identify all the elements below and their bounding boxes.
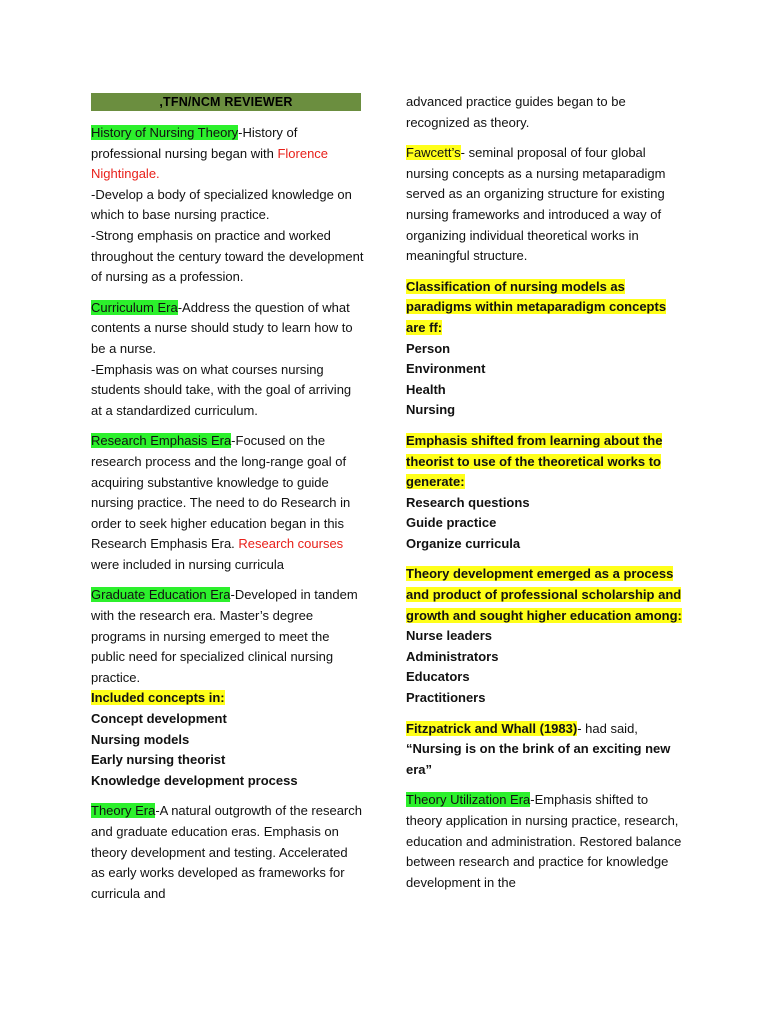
- among-item: Administrators: [406, 648, 499, 664]
- history-line-3: -Strong emphasis on practice and worked throughout the century toward the development of nursing as a profession.: [91, 227, 364, 285]
- fawcett-text: - seminal proposal of four global nursing concepts as a nursing metaparadigm served as an organizing structure for existing nursing frameworks and introduced a way of organizing individual theoretical works in meaningful structure.: [406, 145, 666, 264]
- research-section: [91, 431, 364, 575]
- right-column: [406, 92, 682, 903]
- fitzpatrick-heading: Fitzpatrick and Whall (1983): [406, 720, 578, 736]
- research-heading: Research Emphasis Era: [91, 433, 232, 449]
- history-text: -History of professional nursing began with: [91, 125, 298, 161]
- graduate-section: [91, 585, 364, 791]
- utilization-heading: Theory Utilization Era: [406, 792, 531, 808]
- history-section: [91, 123, 364, 288]
- paradigm-item: Person: [406, 340, 451, 356]
- history-heading: History of Nursing Theory: [91, 125, 239, 140]
- among-item: Educators: [406, 669, 470, 685]
- curriculum-line-2: -Emphasis was on what courses nursing students should take, with the goal of arriving at a standardized curriculum.: [91, 361, 352, 418]
- theory-section: [91, 801, 364, 904]
- emphasis-section: [406, 431, 682, 555]
- research-text: -Focused on the research process and the long-range goal of acquiring substantive knowledge to guide nursing practice. The need to do Research in order to seek higher education began in this Research Emphasis Era.: [91, 433, 351, 552]
- classification-heading: Classification of nursing models as paradigms within metaparadigm concepts are ff:: [406, 278, 667, 335]
- utilization-section: [406, 790, 682, 893]
- research-text-2: were included in nursing curricula: [91, 556, 284, 572]
- research-courses: Research courses: [238, 536, 344, 552]
- curriculum-heading: Curriculum Era: [91, 299, 178, 315]
- concept-item: Knowledge development process: [91, 772, 298, 788]
- classification-section: [406, 277, 682, 421]
- emphasis-heading: Emphasis shifted from learning about the theorist to use of the theoretical works to generate:: [406, 432, 663, 490]
- development-section: [406, 564, 682, 708]
- among-item: Nurse leaders: [406, 628, 492, 644]
- generate-item: Organize curricula: [406, 535, 521, 551]
- concept-item: Concept development: [91, 711, 227, 727]
- included-concepts-heading: Included concepts in:: [91, 690, 225, 706]
- fitzpatrick-text: - had said,: [577, 720, 638, 736]
- theory-text: -A natural outgrowth of the research and graduate education eras. Emphasis on theory development and testing. Accelerated as early works developed as frameworks for curricula and: [91, 803, 362, 901]
- graduate-text: -Developed in tandem with the research era. Master’s degree programs in nursing emerged to meet the public need for specialized clinical nursing practice.: [91, 587, 358, 685]
- page-title: ,TFN/NCM REVIEWER: [91, 93, 361, 111]
- continued-text: advanced practice guides began to be recognized as theory.: [406, 94, 626, 130]
- fawcett-heading: Fawcett’s: [406, 145, 461, 161]
- fitzpatrick-section: [406, 719, 682, 781]
- paradigm-item: Environment: [406, 361, 486, 377]
- concept-item: Nursing models: [91, 731, 190, 747]
- florence-nightingale: Florence Nightingale.: [91, 145, 329, 182]
- left-column: [91, 123, 364, 914]
- paradigm-item: Nursing: [406, 402, 456, 418]
- generate-item: Guide practice: [406, 515, 497, 531]
- fitzpatrick-quote: “Nursing is on the brink of an exciting new era”: [406, 741, 671, 777]
- utilization-text: -Emphasis shifted to theory application in nursing practice, research, education and administration. Restored balance between research and practice for knowledge development in the: [406, 792, 682, 890]
- concept-item: Early nursing theorist: [91, 752, 226, 768]
- curriculum-section: [91, 298, 364, 422]
- generate-item: Research questions: [406, 494, 530, 510]
- among-item: Practitioners: [406, 690, 486, 706]
- theory-heading: Theory Era: [91, 803, 156, 819]
- curriculum-text: -Address the question of what contents a nurse should study to learn how to be a nurse.: [91, 299, 353, 356]
- history-line-2: -Develop a body of specialized knowledge on which to base nursing practice.: [91, 186, 352, 223]
- fawcett-section: [406, 143, 682, 267]
- graduate-heading: Graduate Education Era: [91, 587, 231, 603]
- development-heading: Theory development emerged as a process and product of professional scholarship and growth and sought higher education among:: [406, 566, 682, 623]
- paradigm-item: Health: [406, 381, 446, 397]
